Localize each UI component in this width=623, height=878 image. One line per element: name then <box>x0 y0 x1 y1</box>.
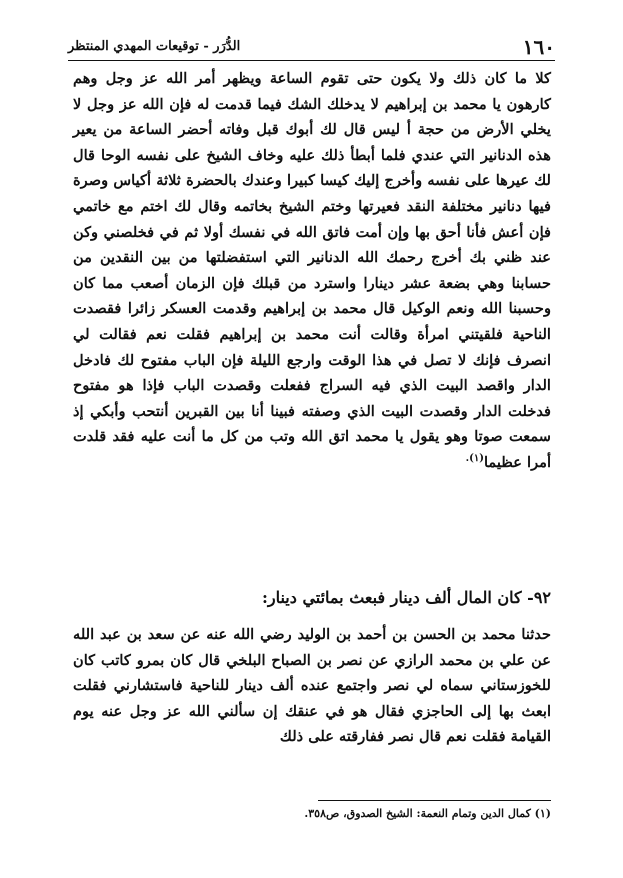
running-title: الدُّرَر - توقيعات المهدي المنتظر <box>68 39 241 54</box>
page-header <box>68 36 555 60</box>
footnote: (١) كمال الدين وتمام النعمة: الشيخ الصدوق، ص٣٥٨. <box>304 807 551 820</box>
page-number: ١٦٠ <box>522 35 555 59</box>
paragraph-1-text: كلا ما كان ذلك ولا يكون حتى تقوم الساعة ويظهر أمر الله عز وجل وهم كارهون يا محمد بن إبراهيم لا يدخلك الشك فيما قدمت له فإن الله عز وجل لا يخلي الأرض من حجة أ ليس قال لك أبوك قبل وفاته أحضر الساعة من يعير هذه الدنانير التي عندي فلما أبطأ ذلك عليه وخاف الشيخ على نفسه الوحا قال لك عيرها على نفسه وأخرج إليك كيسا كبيرا وعندك بالحضرة ثلاثة أكياس وصرة فيها دنانير مختلفة النقد فعيرتها وختم الشيخ بخاتمه وقال لك اختم مع خاتمي فإن أعش فأنا أحق بها وإن أمت فاتق الله في نفسك أولا ثم في فخلصني وكن عند ظني بك أخرج رحمك الله الدنانير التي استفضلتها من بين النقدين من حسابنا وهي بضعة عشر دينارا واسترد من قبلك فإن الزمان أصعب مما كان وحسبنا الله ونعم الوكيل قال محمد بن إبراهيم وقدمت العسكر زائرا فقصدت الناحية فلقيتني امرأة وقالت أنت محمد بن إبراهيم فقلت نعم فقالت لي انصرف فإنك لا تصل في هذا الوقت وارجع الليلة فإن الباب مفتوح لك فادخل الدار واقصد البيت الذي فيه السراج ففعلت وقصدت الباب فإذا هو مفتوح فدخلت الدار وقصدت البيت الذي وصفته فبينا أنا بين القبرين أنتحب وأبكي إذ سمعت صوتا وهو يقول يا محمد اتق الله وتب من كل ما أنت عليه فقد قلدت أمرا عظيما <box>73 70 551 471</box>
header-rule <box>68 60 555 61</box>
footnote-rule <box>318 800 551 801</box>
body-paragraph-1 <box>73 66 551 476</box>
section-heading: ٩٢- كان المال ألف دينار فبعث بمائتي دينار: <box>261 588 551 607</box>
body-paragraph-2: حدثنا محمد بن الحسن بن أحمد بن الوليد رضي الله عنه عن سعد بن عبد الله عن علي بن محمد الرازي عن نصر بن الصباح البلخي قال كان بمرو كاتب كان للخوزستاني سماه لي نصر واجتمع عنده ألف دينار للناحية فاستشارني فقلت ابعث بها إلى الحاجزي فقال هو في عنقك إن سألني الله عز وجل عنه يوم القيامة فقلت نعم قال نصر ففارقته على ذلك <box>73 626 551 746</box>
footnote-reference: (١). <box>465 453 484 465</box>
